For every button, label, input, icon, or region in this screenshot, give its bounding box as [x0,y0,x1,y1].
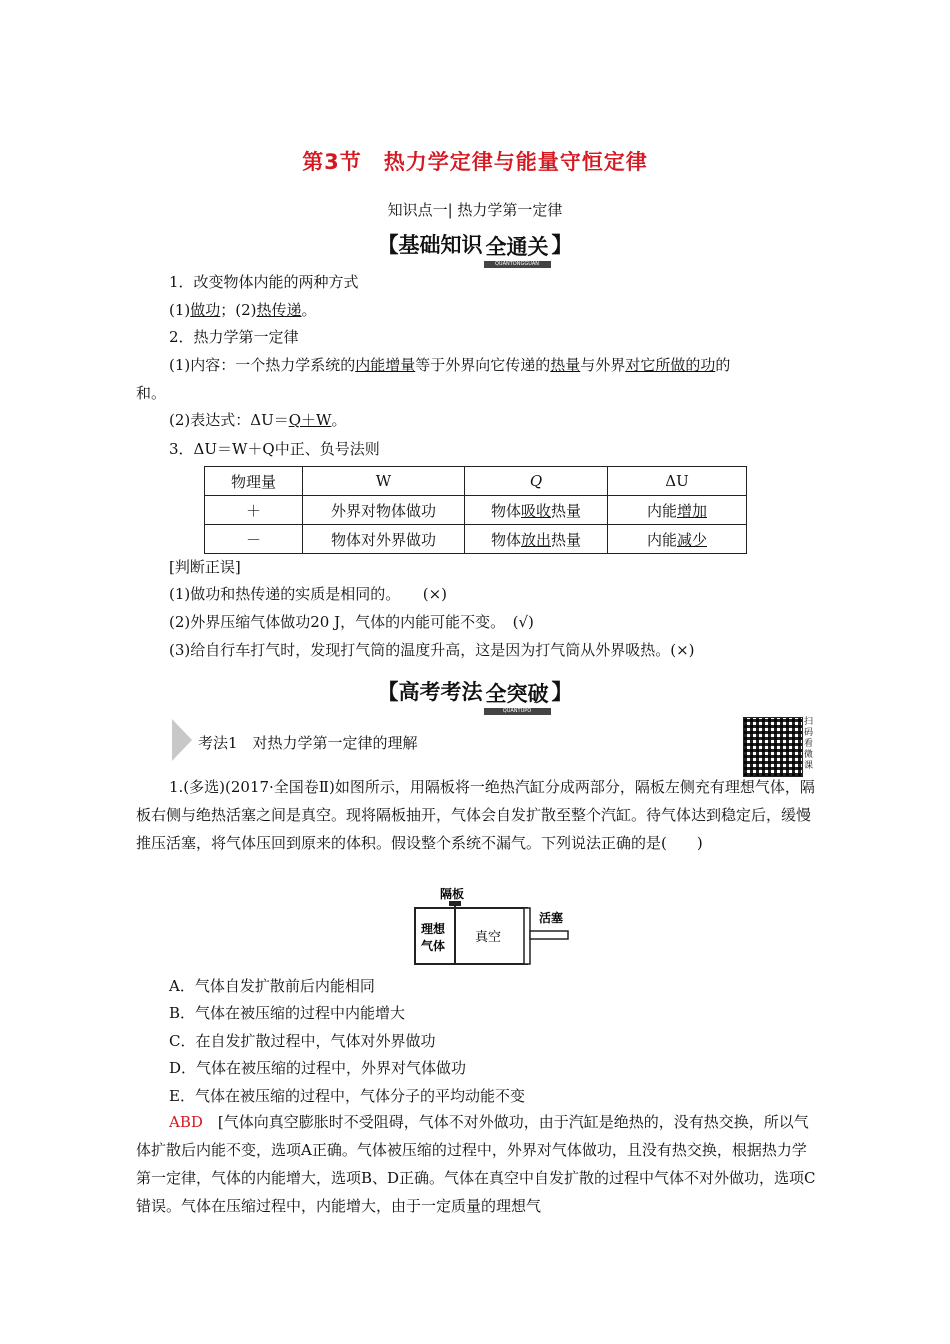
answer-explanation [136,1108,816,1220]
basics-line-2 [169,299,317,320]
banner-exam-tag [484,678,551,714]
basics-line-1: 1．改变物体内能的两种方式 [169,273,359,291]
sign-rule-table [204,466,747,554]
text: 。 [331,411,347,429]
banner-basics [0,229,950,267]
explanation-text: [气体向真空膨胀时不受阻碍，气体不对外做功，由于汽缸是绝热的，没有热交换，所以气体扩散后内能不变，选项A正确。气体被压缩的过程中，外界对气体做功，且没有热交换，根据热力学第一定律，气体的内能增大，选项B、D正确。气体在真空中自发扩散的过程中气体不对外做功，选项C错误。气体在压缩过程中，内能增大，由于一定质量的理想气 [136,1113,816,1215]
table-cell [465,525,608,554]
blank-answer: 做功 [190,301,221,319]
text: 内能 [646,530,677,549]
text: 与外界 [580,356,626,374]
option-d: D．气体在被压缩的过程中，外界对气体做功 [169,1059,467,1077]
judge-item: (2)外界压缩气体做功20 J，气体的内能可能不变。 (√) [169,613,534,631]
label-gas-1: 理想 [421,922,446,936]
text: 热量 [551,501,582,520]
table-header: W [303,467,465,496]
qr-caption: 扫码看微课 [804,717,814,771]
cylinder-diagram [405,885,585,970]
blank-answer: 内能增量 [355,356,416,374]
qr-code-icon[interactable] [743,717,803,777]
label-vacuum: 真空 [475,930,502,945]
play-arrow-icon [172,719,192,761]
table-header: 物理量 [205,467,303,496]
text: 。 [301,301,317,319]
blank-answer: 热传递 [256,301,302,319]
table-cell: － [205,525,303,554]
option-e: E．气体在被压缩的过程中，气体分子的平均动能不变 [169,1087,525,1105]
banner-basics-main: 【基础知识 [377,233,483,257]
table-cell: ＋ [205,496,303,525]
text: 等于外界向它传递的 [415,356,551,374]
table-header: ΔU [608,467,747,496]
piston-rod [530,931,568,939]
table-cell [608,496,747,525]
text: (1) [169,301,191,319]
basics-line-4 [169,354,730,375]
text: 的 [715,356,731,374]
piston-plate [524,908,530,964]
blank-answer: 热量 [550,356,581,374]
table-row [205,496,747,525]
banner-exam-close: 】 [551,680,573,704]
basics-line-6 [169,409,346,430]
method-label: 考法1 对热力学第一定律的理解 [198,734,418,752]
banner-basics-close: 】 [551,233,573,257]
table-row [205,525,747,554]
label-piston: 活塞 [539,911,564,925]
text: 物体 [490,501,521,520]
judge-item: (3)给自行车打气时，发现打气筒的温度升高，这是因为打气筒从外界吸热。(×) [169,641,695,659]
basics-line-5: 和。 [136,384,167,402]
table-cell [465,496,608,525]
page-title: 第3节 热力学定律与能量守恒定律 [302,150,648,174]
table-cell [608,525,747,554]
banner-exam-tag-sub: QUANTUPO [484,708,551,715]
text: 内能 [646,501,677,520]
table-cell: 物体对外界做功 [303,525,465,554]
text: ；(2) [220,301,257,319]
banner-basics-tag [484,231,551,267]
table-cell: 外界对物体做功 [303,496,465,525]
banner-exam-main: 【高考考法 [377,680,483,704]
option-c: C．在自发扩散过程中，气体对外界做功 [169,1032,436,1050]
banner-basics-tag-sub: QUANTONGGUAN [484,261,551,268]
basics-line-3: 2．热力学第一定律 [169,328,299,346]
blank-answer: 减少 [677,530,708,549]
blank-answer: 增加 [677,501,708,520]
knowledge-point-heading: 知识点一| 热力学第一定律 [387,201,563,219]
text: (1)内容：一个热力学系统的 [169,356,356,374]
cylinder-body [415,908,527,964]
partition-handle [449,901,461,906]
banner-exam [0,676,950,714]
text: 物体 [490,530,521,549]
basics-line-7: 3．ΔU＝W＋Q中正、负号法则 [169,440,380,458]
question-stem: 1.(多选)(2017·全国卷Ⅱ)如图所示，用隔板将一绝热汽缸分成两部分，隔板左侧充有理想气体，隔板右侧与绝热活塞之间是真空。现将隔板抽开，气体会自发扩散至整个汽缸。待气体达到稳定后，缓慢推压活塞，将气体压回到原来的体积。假设整个系统不漏气。下列说法正确的是( ) [136,778,815,852]
banner-exam-tag-text: 全突破 [485,682,549,706]
label-gas-2: 气体 [421,939,446,953]
blank-answer: 对它所做的功 [625,356,716,374]
blank-answer: 吸收 [520,501,551,520]
blank-answer: Q＋W [288,411,332,429]
judge-item: (1)做功和热传递的实质是相同的。 (×) [169,585,448,603]
option-a: A．气体自发扩散前后内能相同 [169,977,375,995]
answer-key: ABD [169,1113,203,1131]
judge-heading: [判断正误] [169,558,241,576]
table-header-row [205,467,747,496]
blank-answer: 放出 [520,530,551,549]
banner-basics-tag-text: 全通关 [485,235,549,259]
table-header: Q [465,467,608,496]
text: (2)表达式：ΔU＝ [169,411,289,429]
text: 热量 [551,530,582,549]
label-partition: 隔板 [440,887,465,901]
option-b: B．气体在被压缩的过程中内能增大 [169,1004,406,1022]
